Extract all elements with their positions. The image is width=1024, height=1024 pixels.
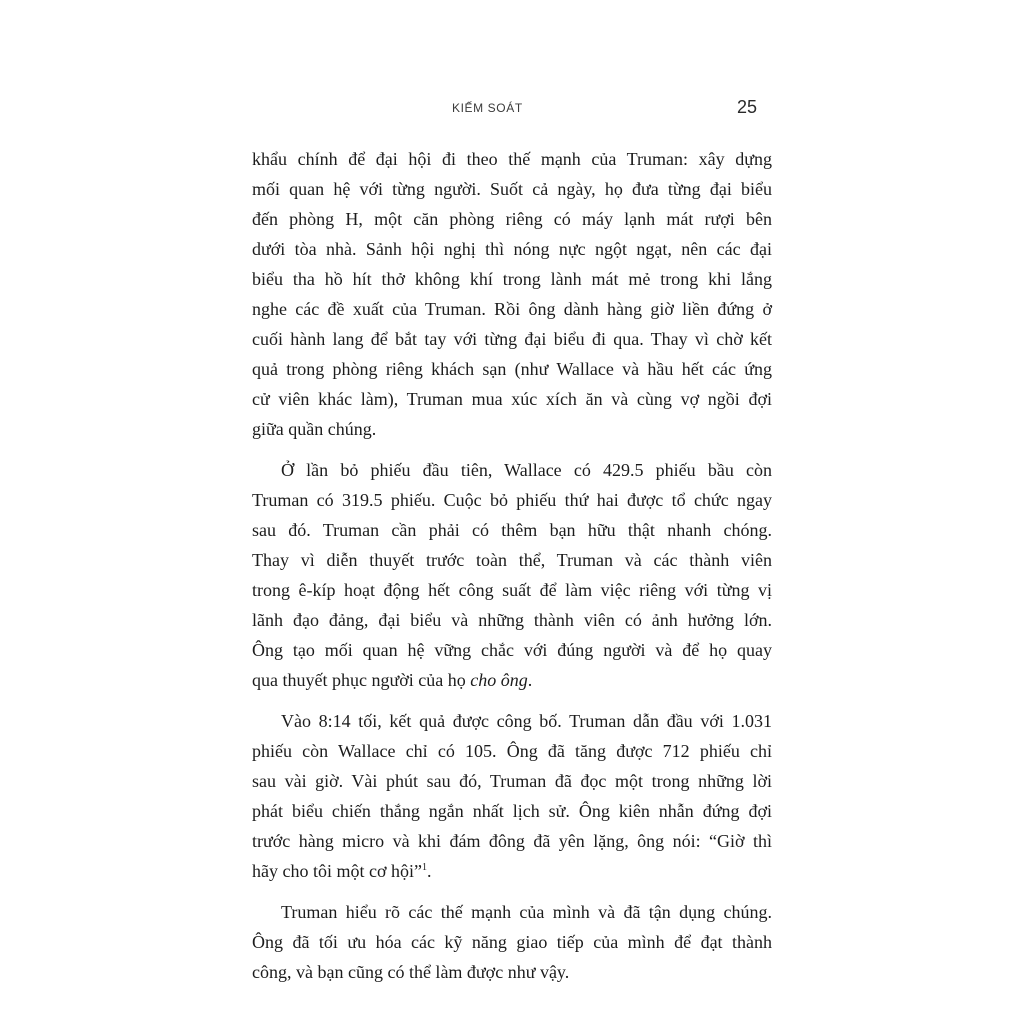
text-line: trước hàng micro và khi đám đông đã yên lặng, ông nói: “Giờ thì: [252, 831, 772, 851]
text-line: Ở lần bỏ phiếu đầu tiên, Wallace có 429.5 phiếu bầu còn: [281, 460, 772, 480]
text-line: cuối hành lang để bắt tay với từng đại biểu đi qua. Thay vì chờ kết: [252, 329, 772, 349]
text-line: biểu tha hồ hít thở không khí trong lành mát mẻ trong khi lắng: [252, 269, 772, 289]
text-line: [252, 665, 772, 695]
text-line: quả trong phòng riêng khách sạn (như Wallace và hầu hết các ứng: [252, 359, 772, 379]
text-line: công, và bạn cũng có thể làm được như vậy.: [252, 962, 570, 982]
text-line: nghe các đề xuất của Truman. Rồi ông dành hàng giờ liền đứng ở: [252, 299, 772, 319]
footnote-marker[interactable]: 1: [421, 862, 427, 873]
italic-text: cho ông: [470, 670, 528, 690]
running-head: KIẾM SOÁT: [452, 101, 523, 115]
text-line: đến phòng H, một căn phòng riêng có máy lạnh mát rượi bên: [252, 209, 772, 229]
text-line: phát biểu chiến thắng ngắn nhất lịch sử. Ông kiên nhẫn đứng đợi: [252, 801, 772, 821]
text-line: trong ê-kíp hoạt động hết công suất để làm việc riêng với từng vị: [252, 580, 772, 600]
text-line: khẩu chính để đại hội đi theo thế mạnh của Truman: xây dựng: [252, 149, 772, 169]
text-run: .: [527, 670, 533, 690]
text-line: Thay vì diễn thuyết trước toàn thể, Truman và các thành viên: [252, 550, 772, 570]
text-line: Ông tạo mối quan hệ vững chắc với đúng người và để họ quay: [252, 640, 772, 660]
text-run: hãy cho tôi một cơ hội”: [252, 861, 422, 881]
text-line: giữa quần chúng.: [252, 419, 377, 439]
page-number: 25: [737, 97, 758, 117]
text-line: Truman có 319.5 phiếu. Cuộc bỏ phiếu thứ hai được tổ chức ngay: [252, 490, 772, 510]
paragraph-3: [252, 706, 772, 886]
text-line: mối quan hệ với từng người. Suốt cả ngày, họ đưa từng đại biểu: [252, 179, 772, 199]
paragraph-4: [252, 897, 772, 987]
body-text: [252, 144, 772, 998]
text-line: sau đó. Truman cần phải có thêm bạn hữu thật nhanh chóng.: [252, 520, 772, 540]
text-line: dưới tòa nhà. Sảnh hội nghị thì nóng nực ngột ngạt, nên các đại: [252, 239, 772, 259]
text-line: cử viên khác làm), Truman mua xúc xích ăn và cùng vợ ngồi đợi: [252, 389, 772, 409]
text-line: phiếu còn Wallace chỉ có 105. Ông đã tăng được 712 phiếu chỉ: [252, 741, 772, 761]
text-line: Vào 8:14 tối, kết quả được công bố. Truman dẫn đầu với 1.031: [281, 711, 772, 731]
text-line: Truman hiểu rõ các thế mạnh của mình và đã tận dụng chúng.: [281, 902, 772, 922]
paragraph-2: [252, 455, 772, 695]
text-line: [252, 856, 772, 886]
text-line: lãnh đạo đảng, đại biểu và những thành viên có ảnh hưởng lớn.: [252, 610, 772, 630]
text-run: qua thuyết phục người của họ: [252, 670, 471, 690]
text-line: Ông đã tối ưu hóa các kỹ năng giao tiếp của mình để đạt thành: [252, 932, 772, 952]
text-line: sau vài giờ. Vài phút sau đó, Truman đã đọc một trong những lời: [252, 771, 772, 791]
paragraph-1: [252, 144, 772, 444]
text-run: .: [426, 861, 432, 881]
